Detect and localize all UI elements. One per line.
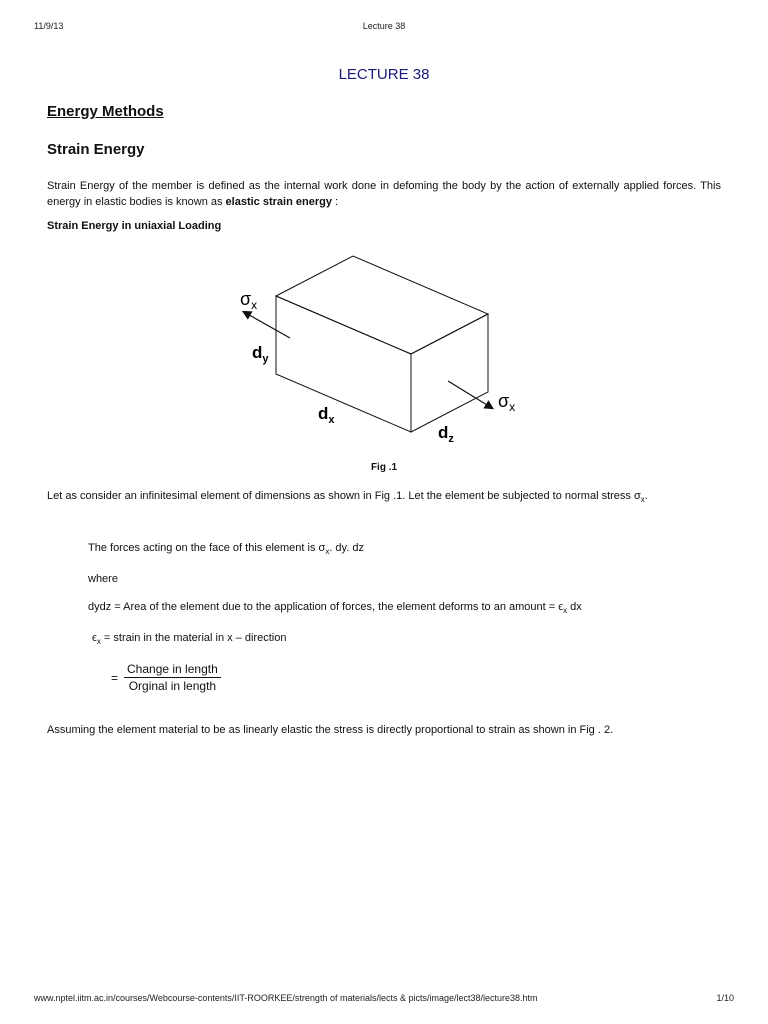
section-title: Energy Methods xyxy=(47,103,164,120)
strain-fraction xyxy=(111,662,221,693)
footer-url: www.nptel.iitm.ac.in/courses/Webcourse-contents/IIT-ROORKEE/strength of materials/lects & picts/image/lect38/lecture38.htm xyxy=(34,993,538,1003)
forces-line-pre: The forces acting on the face of this element is σ xyxy=(88,542,326,554)
strain-line xyxy=(92,630,286,650)
area-line-sub: x xyxy=(563,606,568,616)
strain-line-sub: x xyxy=(96,637,101,647)
print-date: 11/9/13 xyxy=(34,21,64,31)
definition-bold-term: elastic strain energy xyxy=(225,196,332,208)
strain-line-post: = strain in the material in x – direction xyxy=(100,632,287,644)
element-description-text: Let as consider an infinitesimal element of dimensions as shown in Fig .1. Let the element be subjected to normal stress σ xyxy=(47,490,641,502)
forces-line-sub: x xyxy=(325,547,330,557)
print-header-title: Lecture 38 xyxy=(362,21,406,31)
strain-line-pre: ϵ xyxy=(92,632,97,644)
strain-energy-definition xyxy=(47,178,721,210)
area-line-pre: dydz = Area of the element due to the application of forces, the element deforms to an amount = ϵ xyxy=(88,601,564,613)
figure-caption: Fig .1 xyxy=(370,462,398,473)
dz-label: $d_z$ xyxy=(438,423,454,445)
forces-line-post: . dy. dz xyxy=(329,542,364,554)
fraction-denominator: Orginal in length xyxy=(128,679,217,693)
area-line xyxy=(88,599,582,619)
subsection-title: Strain Energy xyxy=(47,141,145,158)
where-line: where xyxy=(88,573,118,585)
dy-label: $d_y$ xyxy=(252,343,269,365)
sigma-x-label-right: $\sigma_x$ xyxy=(498,391,516,414)
element-block-figure xyxy=(230,245,530,460)
definition-end: : xyxy=(331,196,339,208)
linear-elastic-paragraph: Assuming the element material to be as linearly elastic the stress is directly proportional to strain as shown in Fig . 2. xyxy=(47,724,614,736)
equals-sign: = xyxy=(111,670,119,685)
left-stress-arrow xyxy=(244,312,290,338)
dx-label: $d_x$ xyxy=(318,404,335,426)
uniaxial-heading: Strain Energy in uniaxial Loading xyxy=(47,220,222,232)
fraction-numerator: Change in length xyxy=(124,662,221,678)
forces-line xyxy=(88,540,364,560)
element-description-end: . xyxy=(644,490,648,502)
element-description-sub: x xyxy=(640,495,645,505)
area-line-post: dx xyxy=(567,601,582,613)
element-description xyxy=(47,488,721,508)
block-outline xyxy=(276,256,488,432)
definition-text: Strain Energy of the member is defined as the internal work done in defoming the body by the action of externally applied forces. This energy in elastic bodies is known as xyxy=(47,180,721,208)
right-stress-arrow xyxy=(448,381,492,408)
lecture-title: LECTURE 38 xyxy=(338,66,430,83)
page-number: 1/10 xyxy=(716,993,734,1003)
sigma-x-label-left: $\sigma_x$ xyxy=(240,289,258,312)
